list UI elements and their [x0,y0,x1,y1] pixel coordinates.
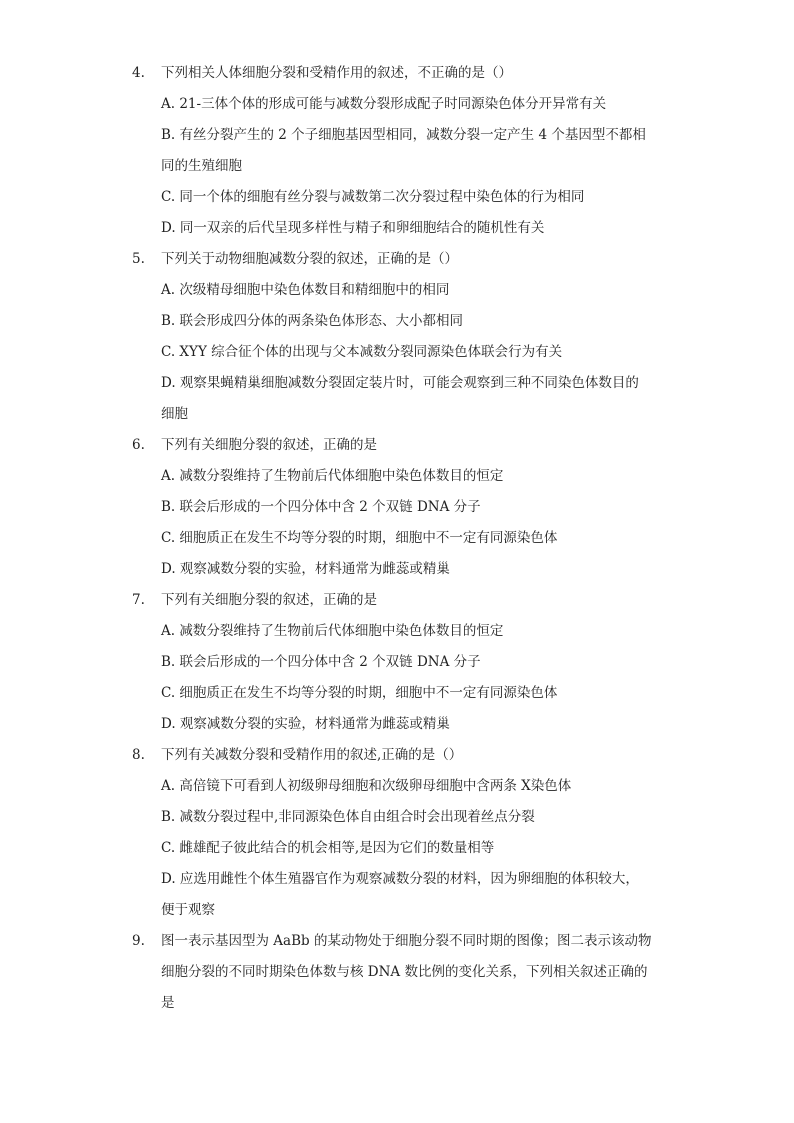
option-b: B. 联会后形成的一个四分体中含 2 个双链 DNA 分子 [161,654,481,670]
question-stem-continued: 细胞分裂的不同时期染色体数与核 DNA 数比例的变化关系，下列相关叙述正确的 [161,964,648,980]
option-c: C. 同一个体的细胞有丝分裂与减数第二次分裂过程中染色体的行为相同 [161,189,585,205]
option-b-continued: 同的生殖细胞 [161,158,242,174]
option-d: D. 应选用雌性个体生殖器官作为观察减数分裂的材料，因为卵细胞的体积较大， [161,871,639,887]
question-stem: 图一表示基因型为 AaBb 的某动物处于细胞分裂不同时期的图像；图二表示该动物 [161,933,652,949]
option-b: B. 有丝分裂产生的 2 个子细胞基因型相同，减数分裂一定产生 4 个基因型不都相 [161,127,646,143]
question-stem-continued: 是 [161,995,175,1011]
question-number: 8. [132,747,145,763]
option-c: C. 细胞质正在发生不均等分裂的时期，细胞中不一定有同源染色体 [161,685,558,701]
question-number: 9. [132,933,145,949]
question-number: 6. [132,437,145,453]
option-d: D. 观察减数分裂的实验，材料通常为雌蕊或精巢 [161,561,450,577]
question-stem-row [0,926,794,957]
option-c: C. 细胞质正在发生不均等分裂的时期，细胞中不一定有同源染色体 [161,530,558,546]
option-a: A. 21-三体个体的形成可能与减数分裂形成配子时同源染色体分开异常有关 [161,96,607,112]
option-b: B. 联会后形成的一个四分体中含 2 个双链 DNA 分子 [161,499,481,515]
question-stem: 下列有关细胞分裂的叙述，正确的是 [161,592,377,608]
option-a: A. 次级精母细胞中染色体数目和精细胞中的相同 [161,282,450,298]
option-d: D. 观察减数分裂的实验，材料通常为雌蕊或精巢 [161,716,450,732]
question-stem-row [0,58,794,89]
question-stem: 下列相关人体细胞分裂和受精作用的叙述，不正确的是（） [161,65,512,81]
question-number: 5. [132,251,145,267]
question-stem: 下列关于动物细胞减数分裂的叙述，正确的是（） [161,251,458,267]
question-8 [0,740,794,926]
option-d-continued: 便于观察 [161,902,215,918]
question-stem-row [0,585,794,616]
option-d: D. 观察果蝇精巢细胞减数分裂固定装片时，可能会观察到三种不同染色体数目的 [161,375,639,391]
question-5 [0,244,794,430]
question-stem-row [0,740,794,771]
question-stem-row [0,430,794,461]
question-4 [0,58,794,244]
question-stem: 下列有关细胞分裂的叙述，正确的是 [161,437,377,453]
question-6 [0,430,794,585]
option-b: B. 减数分裂过程中,非同源染色体自由组合时会出现着丝点分裂 [161,809,535,825]
option-b: B. 联会形成四分体的两条染色体形态、大小都相同 [161,313,464,329]
option-c: C. XYY 综合征个体的出现与父本减数分裂同源染色体联会行为有关 [161,344,563,360]
option-a: A. 减数分裂维持了生物前后代体细胞中染色体数目的恒定 [161,623,504,639]
question-number: 7. [132,592,145,608]
option-a: A. 减数分裂维持了生物前后代体细胞中染色体数目的恒定 [161,468,504,484]
option-c: C. 雌雄配子彼此结合的机会相等,是因为它们的数量相等 [161,840,495,856]
option-d-continued: 细胞 [161,406,188,422]
question-stem: 下列有关减数分裂和受精作用的叙述,正确的是（） [161,747,463,763]
question-number: 4. [132,65,145,81]
option-d: D. 同一双亲的后代呈现多样性与精子和卵细胞结合的随机性有关 [161,220,545,236]
option-a: A. 高倍镜下可看到人初级卵母细胞和次级卵母细胞中含两条 X染色体 [161,778,572,794]
question-9 [0,926,794,1019]
question-7 [0,585,794,740]
question-stem-row [0,244,794,275]
question-list [0,58,794,1019]
